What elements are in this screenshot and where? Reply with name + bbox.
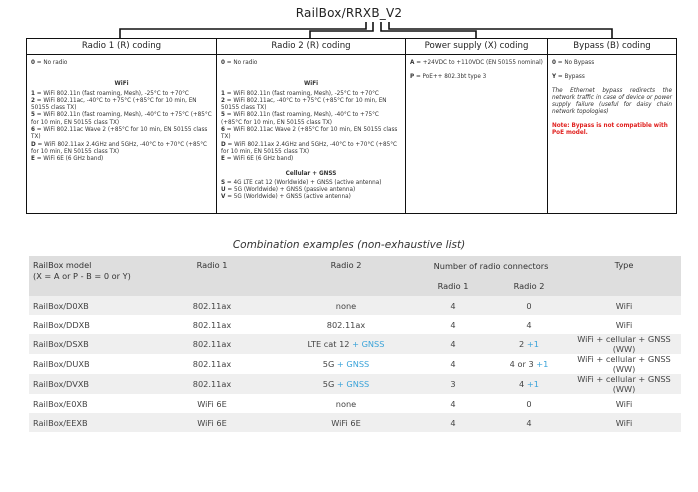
table-row [29, 296, 681, 315]
bypass-coding-column [548, 39, 676, 213]
cell-radio2: 5G + GNSS [277, 374, 415, 394]
bracket-bypass [389, 22, 612, 38]
cell-conn-radio2: 4 or 3 +1 [491, 354, 567, 374]
power-coding-header: Power supply (X) coding [406, 39, 547, 55]
cell-model: RailBox/DSXB [29, 334, 147, 354]
radio1-line: 1 = WiFi 802.11n (fast roaming, Mesh), -25°C to +70°C [31, 90, 189, 97]
cell-radio1: WiFi 6E [147, 394, 277, 413]
power-coding-column [406, 39, 548, 213]
header-radio1: Radio 1 [147, 256, 277, 296]
radio2-line: 6 = WiFi 802.11ac Wave 2 (+85°C for 10 min, EN 50155 class TX) [221, 127, 398, 141]
bracket-power [381, 22, 476, 38]
radio2-cell-line: U = 5G (Worldwide) + GNSS (passive antenna) [221, 187, 356, 194]
radio1-wifi-title: WiFi [114, 81, 129, 88]
cell-type: WiFi + cellular + GNSS (WW) [567, 354, 681, 374]
cell-radio2: none [277, 296, 415, 315]
bypass-description: The Ethernet bypass redirects the network traffic in case of device or power supply failure (useful for daisy chain network topologies) [552, 87, 672, 116]
cell-model: RailBox/DUXB [29, 354, 147, 374]
header-connectors-radio1: Radio 1 [415, 275, 491, 296]
cell-radio1: WiFi 6E [147, 413, 277, 432]
cell-type: WiFi [567, 296, 681, 315]
cell-conn-radio2: 0 [491, 394, 567, 413]
header-connectors-radio2: Radio 2 [491, 275, 567, 296]
cell-conn-radio1: 4 [415, 354, 491, 374]
radio2-coding-header: Radio 2 (R) coding [217, 39, 405, 55]
cell-conn-radio2: 0 [491, 296, 567, 315]
bracket-radio2 [310, 22, 373, 38]
table-row [29, 315, 681, 334]
cell-type: WiFi + cellular + GNSS (WW) [567, 334, 681, 354]
cell-radio1: 802.11ax [147, 334, 277, 354]
table-row [29, 334, 681, 354]
radio1-line: 6 = WiFi 802.11ac Wave 2 (+85°C for 10 min, EN 50155 class TX) [31, 127, 208, 141]
radio2-wifi-title: WiFi [303, 81, 319, 88]
table-row [29, 394, 681, 413]
cell-radio2: 802.11ax [277, 315, 415, 334]
coding-table [26, 38, 677, 214]
radio2-no-radio: 0 = No radio [221, 60, 258, 66]
radio2-line: 2 = WiFi 802.11ac, -40°C to +75°C (+85°C for 10 min, EN 50155 class TX) [221, 97, 387, 112]
cell-radio2: 5G + GNSS [277, 354, 415, 374]
cell-radio2: WiFi 6E [277, 413, 415, 432]
bracket-radio1 [120, 22, 366, 38]
radio1-coding-header: Radio 1 (R) coding [27, 39, 216, 55]
bypass-line: Y = Bypass [552, 74, 585, 81]
cell-conn-radio1: 4 [415, 413, 491, 432]
cell-type: WiFi [567, 394, 681, 413]
cell-conn-radio1: 4 [415, 334, 491, 354]
bypass-poe-note: Note: Bypass is not compatible with PoE model. [552, 122, 668, 137]
cell-radio2: none [277, 394, 415, 413]
cell-radio1: 802.11ax [147, 374, 277, 394]
table-row [29, 354, 681, 374]
combination-table [29, 256, 681, 432]
cell-radio1: 802.11ax [147, 315, 277, 334]
cell-conn-radio2: 4 [491, 413, 567, 432]
cell-conn-radio1: 4 [415, 296, 491, 315]
radio1-no-radio: 0 = No radio [31, 60, 68, 66]
radio2-cellular-title: Cellular + GNSS [285, 170, 337, 177]
radio1-line: D = WiFi 802.11ax 2.4GHz and 5GHz, -40°C to +70°C (+85°C for 10 min, EN 50155 class TX) [31, 141, 208, 155]
radio1-line: E = WiFi 6E (6 GHz band) [31, 156, 104, 163]
cell-model: RailBox/E0XB [29, 394, 147, 413]
cell-conn-radio1: 4 [415, 394, 491, 413]
radio2-cell-line: S = 4G LTE cat 12 (Worldwide) + GNSS (active antenna) [221, 179, 382, 186]
radio2-coding-column [217, 39, 406, 213]
cell-conn-radio2: 4 +1 [491, 374, 567, 394]
cell-conn-radio1: 4 [415, 315, 491, 334]
bypass-coding-header: Bypass (B) coding [548, 39, 676, 55]
cell-radio2: LTE cat 12 + GNSS [277, 334, 415, 354]
radio2-line: E = WiFi 6E (6 GHz band) [221, 156, 294, 163]
cell-conn-radio2: 4 [491, 315, 567, 334]
combination-title: Combination examples (non-exhaustive list) [232, 239, 466, 251]
header-radio2: Radio 2 [277, 256, 415, 296]
cell-conn-radio2: 2 +1 [491, 334, 567, 354]
radio1-line: 2 = WiFi 802.11ac, -40°C to +75°C (+85°C for 10 min, EN 50155 class TX) [31, 97, 197, 112]
table-row [29, 413, 681, 432]
power-line: A = +24VDC to +110VDC (EN 50155 nominal) [410, 60, 543, 66]
radio2-line: 5 = WiFi 802.11n (fast roaming, Mesh), -40°C to +75°C (+85°C for 10 min, EN 50155 class TX) [221, 112, 379, 126]
radio2-cell-line: V = 5G (Worldwide) + GNSS (active antenna) [221, 194, 351, 201]
page-title: RailBox/RRXB_V2 [295, 6, 403, 20]
power-coding-body [406, 55, 547, 85]
header-model: RailBox model (X = A or P - B = 0 or Y) [29, 256, 147, 296]
radio1-coding-column [27, 39, 217, 213]
header-connectors: Number of radio connectors [415, 256, 567, 275]
cell-model: RailBox/DDXB [29, 315, 147, 334]
radio2-coding-body [217, 55, 405, 205]
radio1-coding-body [27, 55, 216, 167]
bypass-coding-body [548, 55, 676, 140]
cell-conn-radio1: 3 [415, 374, 491, 394]
radio2-line: D = WiFi 802.11ax 2.4GHz and 5GHz, -40°C to +70°C (+85°C for 10 min, EN 50155 class TX) [221, 141, 398, 155]
table-row [29, 374, 681, 394]
cell-type: WiFi [567, 413, 681, 432]
radio2-line: 1 = WiFi 802.11n (fast roaming, Mesh), -25°C to +70°C [221, 90, 379, 97]
power-line: P = PoE++ 802.3bt type 3 [410, 74, 487, 81]
cell-model: RailBox/D0XB [29, 296, 147, 315]
radio1-line: 5 = WiFi 802.11n (fast roaming, Mesh), -40°C to +75°C (+85°C for 10 min, EN 50155 class TX) [31, 112, 212, 126]
bypass-line: 0 = No Bypass [552, 60, 595, 66]
cell-type: WiFi + cellular + GNSS (WW) [567, 374, 681, 394]
cell-radio1: 802.11ax [147, 296, 277, 315]
cell-radio1: 802.11ax [147, 354, 277, 374]
cell-model: RailBox/EEXB [29, 413, 147, 432]
header-type: Type [567, 256, 681, 296]
cell-type: WiFi [567, 315, 681, 334]
code-brackets [0, 0, 698, 40]
cell-model: RailBox/DVXB [29, 374, 147, 394]
